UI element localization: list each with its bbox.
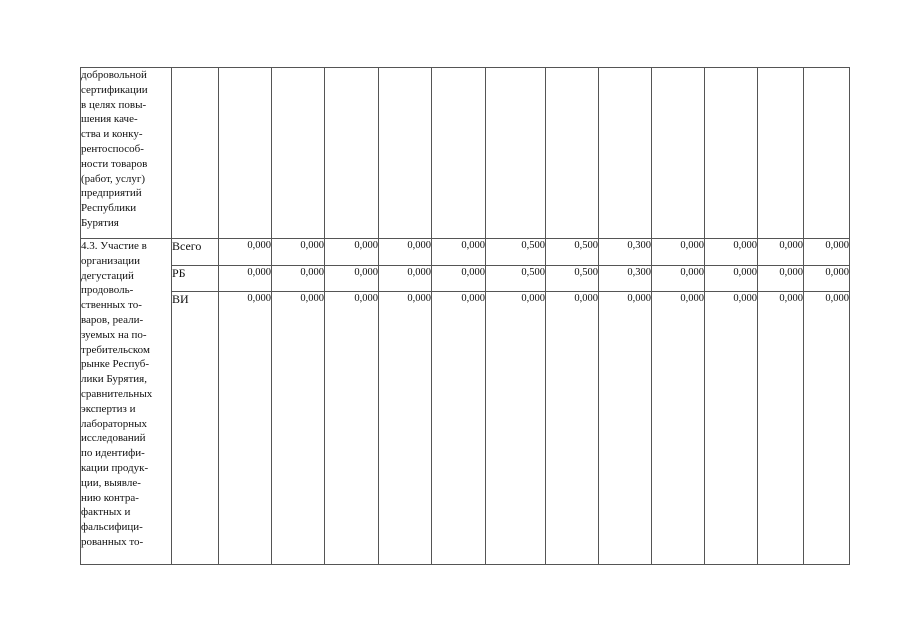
value-cell <box>705 68 758 239</box>
measure-description: добровольной сертификации в целях повы- шения каче- ства и конку- рентоспособ- ности товаров (работ, услуг) предприятий Республики Бурятия <box>81 68 172 239</box>
value-cell: 0,000 <box>272 292 325 565</box>
value-cell: 0,500 <box>546 266 599 292</box>
funding-table <box>80 67 850 565</box>
value-cell <box>219 68 272 239</box>
value-cell: 0,000 <box>219 266 272 292</box>
value-cell <box>432 68 486 239</box>
table-row-rb <box>81 266 850 292</box>
value-cell: 0,000 <box>705 239 758 266</box>
value-cell: 0,000 <box>705 266 758 292</box>
value-cell: 0,000 <box>219 239 272 266</box>
value-cell <box>652 68 705 239</box>
value-cell <box>486 68 546 239</box>
value-cell: 0,000 <box>758 266 804 292</box>
value-cell: 0,000 <box>272 266 325 292</box>
value-cell: 0,500 <box>546 239 599 266</box>
value-cell: 0,000 <box>432 292 486 565</box>
value-cell: 0,000 <box>432 266 486 292</box>
value-cell: 0,000 <box>219 292 272 565</box>
value-cell <box>599 68 652 239</box>
value-cell: 0,000 <box>325 292 379 565</box>
value-cell: 0,000 <box>758 292 804 565</box>
value-cell <box>272 68 325 239</box>
value-cell: 0,000 <box>379 266 432 292</box>
value-cell: 0,500 <box>486 239 546 266</box>
value-cell <box>546 68 599 239</box>
value-cell: 0,000 <box>804 266 850 292</box>
value-cell: 0,000 <box>652 292 705 565</box>
funding-source-label: ВИ <box>172 292 219 565</box>
value-cell <box>758 68 804 239</box>
funding-source-label: РБ <box>172 266 219 292</box>
value-cell: 0,000 <box>486 292 546 565</box>
value-cell: 0,000 <box>379 239 432 266</box>
table-row-top-block <box>81 68 850 239</box>
measure-description: 4.3. Участие в организации дегустаций продоволь- ственных то- варов, реали- зуемых на по- требительском рынке Респуб- лики Бурятия, сравнительных экспертиз и лабораторных исследований по идентифи- кации продук- ции, выявле- нию контра- фактных и фальсифици- рованных то- <box>81 239 172 565</box>
value-cell: 0,000 <box>804 292 850 565</box>
value-cell: 0,000 <box>546 292 599 565</box>
value-cell: 0,300 <box>599 239 652 266</box>
value-cell: 0,000 <box>652 239 705 266</box>
value-cell: 0,000 <box>599 292 652 565</box>
table-row-vsego <box>81 239 850 266</box>
value-cell: 0,000 <box>272 239 325 266</box>
source-cell <box>172 68 219 239</box>
value-cell: 0,000 <box>758 239 804 266</box>
value-cell: 0,000 <box>705 292 758 565</box>
value-cell: 0,000 <box>652 266 705 292</box>
value-cell <box>325 68 379 239</box>
value-cell: 0,000 <box>432 239 486 266</box>
value-cell: 0,000 <box>804 239 850 266</box>
value-cell <box>804 68 850 239</box>
value-cell: 0,500 <box>486 266 546 292</box>
funding-source-label: Всего <box>172 239 219 266</box>
value-cell: 0,000 <box>379 292 432 565</box>
table-row-vi <box>81 292 850 565</box>
value-cell: 0,000 <box>325 266 379 292</box>
value-cell: 0,300 <box>599 266 652 292</box>
value-cell <box>379 68 432 239</box>
value-cell: 0,000 <box>325 239 379 266</box>
